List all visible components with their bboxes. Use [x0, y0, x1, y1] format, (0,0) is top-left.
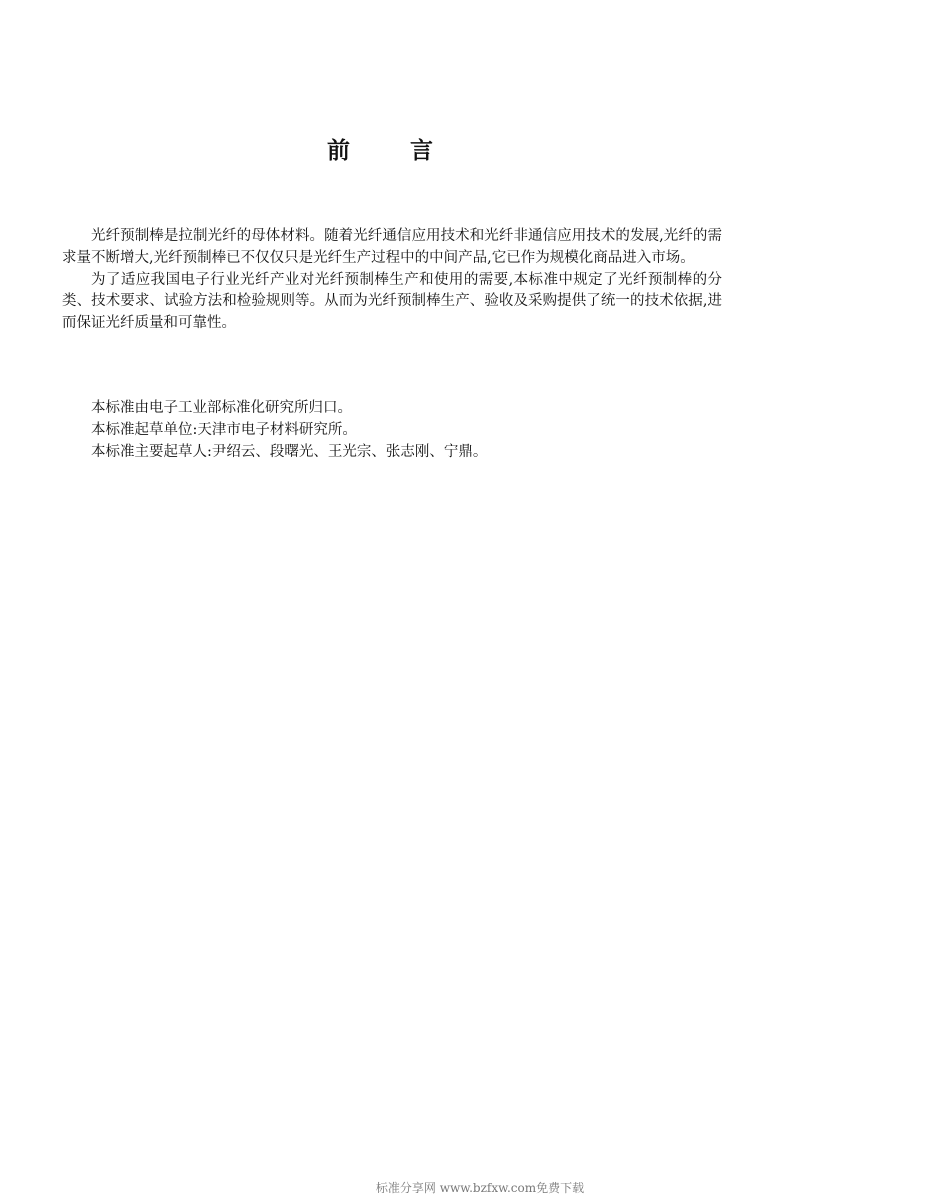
footer-watermark: 标准分享网 www.bzfxw.com免费下载: [375, 1181, 585, 1195]
drafters-line: 本标准主要起草人:尹绍云、段曙光、王光宗、张志刚、宁鼎。: [91, 443, 488, 460]
foreword-body: [62, 226, 722, 335]
foreword-paragraph: 光纤预制棒是拉制光纤的母体材料。随着光纤通信应用技术和光纤非通信应用技术的发展,光纤的需求量不断增大,光纤预制棒已不仅仅只是光纤生产过程中的中间产品,它已作为规模化商品进入市场。: [62, 228, 722, 266]
drafting-unit-line: 本标准起草单位:天津市电子材料研究所。: [91, 421, 357, 438]
responsible-unit-line: 本标准由电子工业部标准化研究所归口。: [91, 400, 352, 416]
page-title: 前言: [327, 138, 493, 164]
standard-info: [62, 398, 722, 463]
foreword-paragraph: 为了适应我国电子行业光纤产业对光纤预制棒生产和使用的需要,本标准中规定了光纤预制棒的分类、技术要求、试验方法和检验规则等。从而为光纤预制棒生产、验收及采购提供了统一的技术依据,进而保证光纤质量和可靠性。: [62, 271, 722, 332]
